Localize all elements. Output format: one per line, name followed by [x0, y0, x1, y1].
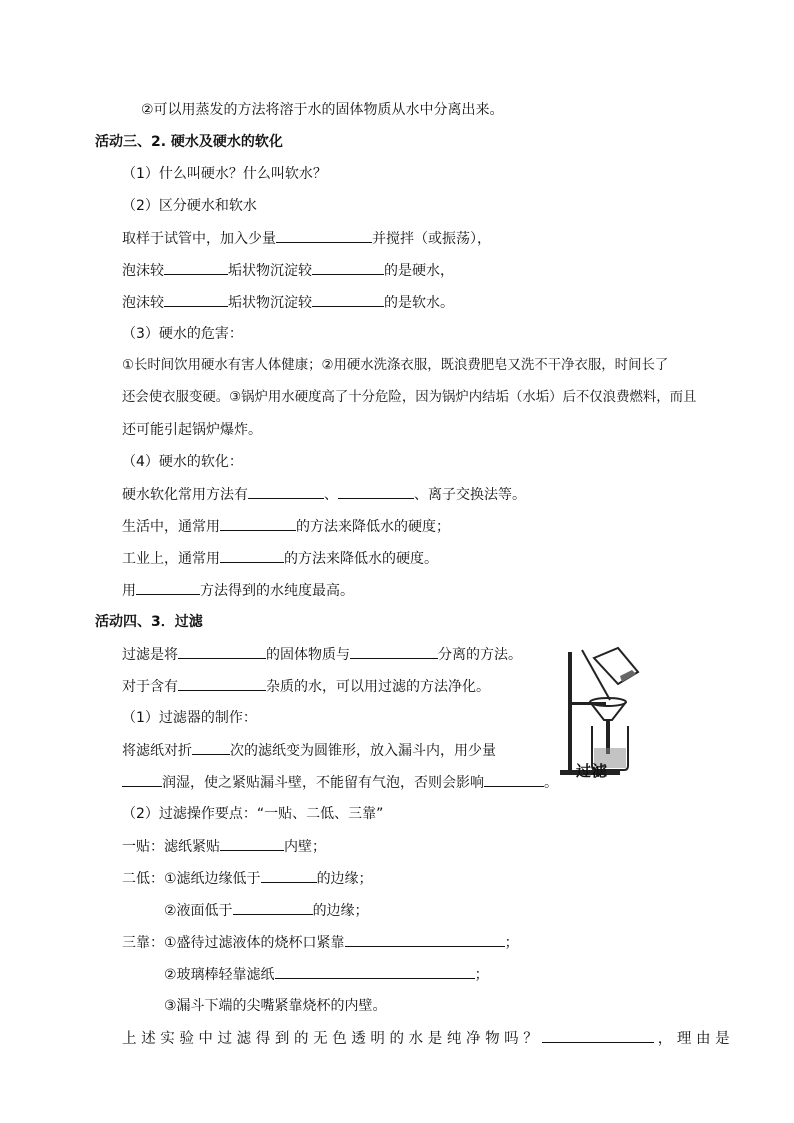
answer-blank[interactable] — [220, 836, 284, 851]
text-line — [122, 868, 373, 889]
text-line — [164, 900, 369, 921]
text-line — [122, 644, 522, 665]
text: 垢状物沉淀较 — [228, 295, 312, 311]
answer-blank[interactable] — [136, 580, 200, 595]
text-line — [164, 964, 489, 985]
answer-blank[interactable] — [233, 900, 313, 915]
text-line — [122, 1028, 730, 1049]
text-line: ②可以用蒸发的方法将溶于水的固体物质从水中分离出来。 — [141, 102, 504, 118]
text: 、离子交换法等。 — [414, 487, 526, 503]
text: 二低：①滤纸边缘低于 — [122, 871, 261, 887]
text: 泡沫较 — [122, 263, 164, 279]
text-line — [122, 484, 526, 505]
text-line — [122, 772, 558, 793]
text-line — [122, 580, 354, 601]
answer-blank[interactable] — [248, 484, 324, 499]
text: 的方法来降低水的硬度。 — [284, 551, 438, 567]
text: 杂质的水，可以用过滤的方法净化。 — [266, 679, 490, 695]
answer-blank[interactable] — [220, 516, 296, 531]
text-line: （4）硬水的软化： — [122, 454, 243, 470]
text: ②玻璃棒轻靠滤纸 — [164, 967, 275, 983]
text: 垢状物沉淀较 — [228, 263, 312, 279]
text-line — [122, 228, 491, 249]
answer-blank[interactable] — [220, 548, 284, 563]
section-heading-filtration: 活动四、3．过滤 — [95, 614, 203, 630]
answer-blank[interactable] — [122, 772, 162, 787]
text-line: ①长时间饮用硬水有害人体健康；②用硬水洗涤衣服，既浪费肥皂又洗不干净衣服，时间长了 — [122, 358, 669, 373]
text-line — [122, 676, 490, 697]
text: 并搅拌（或振荡）， — [372, 231, 491, 247]
answer-blank[interactable] — [312, 292, 384, 307]
text: 。 — [544, 775, 558, 791]
text: ， 理 由 是 — [657, 1031, 730, 1047]
text: 的是硬水， — [384, 263, 454, 279]
text: 次的滤纸变为圆锥形，放入漏斗内，用少量 — [230, 743, 496, 759]
text: ； — [474, 967, 489, 983]
text: 硬水软化常用方法有 — [122, 487, 248, 503]
text-line — [122, 932, 519, 953]
text: 方法得到的水纯度最高。 — [200, 583, 354, 599]
text-line — [122, 292, 454, 313]
text-line: （3）硬水的危害： — [122, 326, 243, 342]
text-line: ③漏斗下端的尖嘴紧靠烧杯的内壁。 — [164, 998, 387, 1014]
text: 生活中，通常用 — [122, 519, 220, 535]
text-line: 还可能引起锅炉爆炸。 — [122, 422, 262, 438]
text-line — [122, 516, 450, 537]
text: 的边缘； — [316, 871, 373, 887]
text: 、 — [324, 487, 338, 503]
text: 分离的方法。 — [438, 647, 522, 663]
text: 内壁； — [284, 839, 326, 855]
filtration-apparatus-icon — [556, 644, 652, 778]
text: ②液面低于 — [164, 903, 233, 919]
text: 过滤是将 — [122, 647, 178, 663]
answer-blank[interactable] — [164, 292, 228, 307]
text-line: 还会使衣服变硬。③锅炉用水硬度高了十分危险，因为锅炉内结垢（水垢）后不仅浪费燃料，而且 — [122, 390, 697, 405]
section-heading-hard-water: 活动三、2. 硬水及硬水的软化 — [95, 134, 283, 150]
answer-blank[interactable] — [275, 964, 475, 979]
text-line — [122, 740, 496, 761]
text: 将滤纸对折 — [122, 743, 192, 759]
text: ； — [504, 935, 519, 951]
text: 上 述 实 验 中 过 滤 得 到 的 无 色 透 明 的 水 是 纯 净 物 吗 ？ — [122, 1031, 538, 1047]
answer-blank[interactable] — [338, 484, 414, 499]
answer-blank[interactable] — [178, 676, 266, 691]
text: 泡沫较 — [122, 295, 164, 311]
text: 的是软水。 — [384, 295, 454, 311]
text: 润湿，使之紧贴漏斗壁，不能留有气泡，否则会影响 — [162, 775, 484, 791]
answer-blank[interactable] — [484, 772, 544, 787]
text-line: （1）过滤器的制作： — [122, 710, 257, 726]
text: 的方法来降低水的硬度； — [296, 519, 450, 535]
answer-blank[interactable] — [350, 644, 438, 659]
text: 一贴：滤纸紧贴 — [122, 839, 220, 855]
text-line — [122, 260, 454, 281]
answer-blank[interactable] — [164, 260, 228, 275]
answer-blank[interactable] — [192, 740, 230, 755]
answer-blank[interactable] — [178, 644, 266, 659]
answer-blank[interactable] — [312, 260, 384, 275]
text: 工业上，通常用 — [122, 551, 220, 567]
answer-blank[interactable] — [542, 1028, 654, 1043]
text-line: （2）区分硬水和软水 — [122, 198, 257, 214]
text-line — [122, 836, 326, 857]
text-line — [122, 548, 438, 569]
text: 的边缘； — [312, 903, 369, 919]
text: 取样于试管中，加入少量 — [122, 231, 276, 247]
figure-caption: 过滤 — [576, 762, 609, 780]
answer-blank[interactable] — [345, 932, 505, 947]
text: 用 — [122, 583, 136, 599]
text: 对于含有 — [122, 679, 178, 695]
text-line: （2）过滤操作要点：“一贴、二低、三靠” — [122, 806, 384, 822]
answer-blank[interactable] — [261, 868, 317, 883]
text: 的固体物质与 — [266, 647, 350, 663]
text: 三靠：①盛待过滤液体的烧杯口紧靠 — [122, 935, 345, 951]
text-line: （1）什么叫硬水？什么叫软水？ — [122, 166, 327, 182]
answer-blank[interactable] — [276, 228, 372, 243]
